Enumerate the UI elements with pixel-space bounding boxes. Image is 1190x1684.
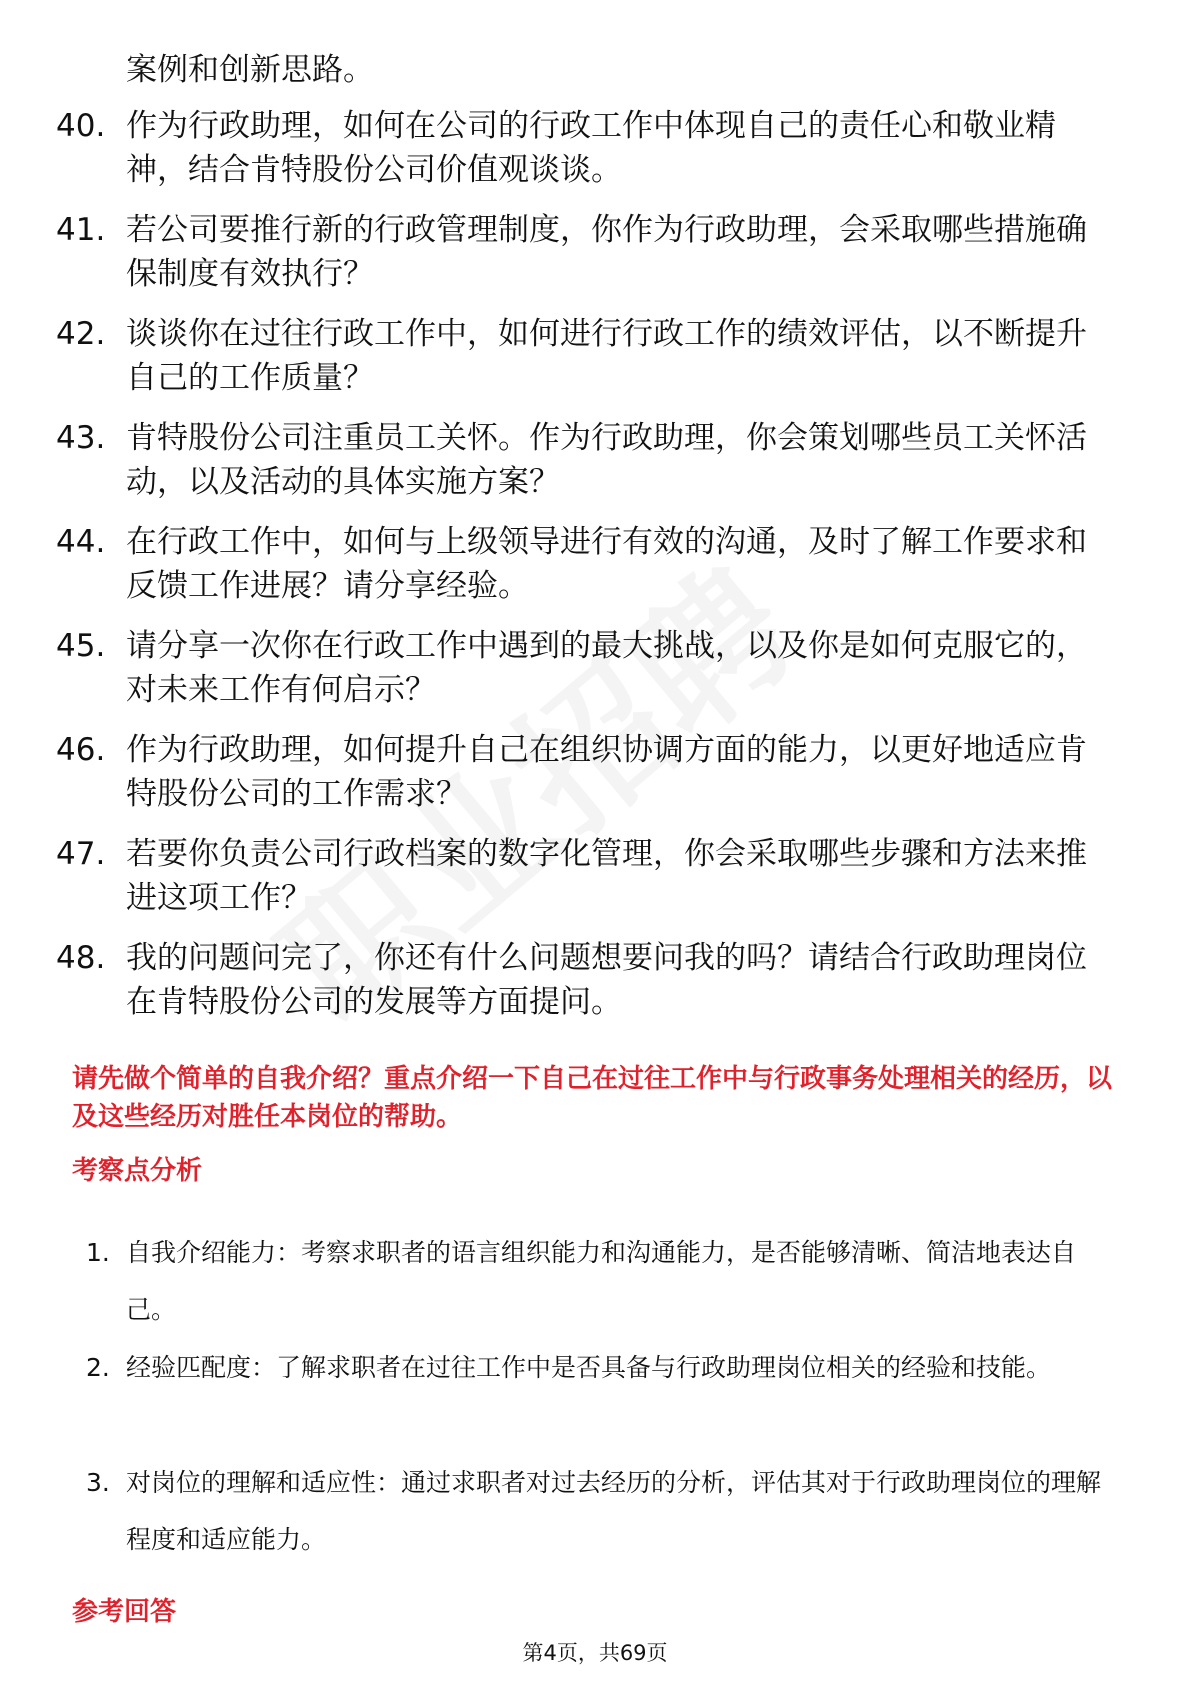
question-text: 作为行政助理，如何提升自己在组织协调方面的能力，以更好地适应肯特股份公司的工作需求？ xyxy=(126,732,1087,812)
question-number: 43. xyxy=(56,420,106,456)
analysis-list xyxy=(0,1224,1190,1569)
question-text: 作为行政助理，如何在公司的行政工作中体现自己的责任心和敬业精神，结合肯特股份公司价值观谈谈。 xyxy=(126,108,1056,188)
question-item xyxy=(0,936,1190,1040)
reference-answer-heading: 参考回答 xyxy=(72,1597,177,1627)
analysis-text: 对岗位的理解和适应性：通过求职者对过去经历的分析，评估其对于行政助理岗位的理解程度和适应能力。 xyxy=(126,1468,1102,1554)
question-number: 44. xyxy=(56,524,106,560)
question-number: 42. xyxy=(56,316,106,352)
analysis-item xyxy=(0,1454,1190,1569)
question-text: 若公司要推行新的行政管理制度，你作为行政助理，会采取哪些措施确保制度有效执行？ xyxy=(126,212,1087,292)
highlighted-question: 请先做个简单的自我介绍？重点介绍一下自己在过往工作中与行政事务处理相关的经历，以及这些经历对胜任本岗位的帮助。 xyxy=(72,1064,1113,1132)
question-text: 在行政工作中，如何与上级领导进行有效的沟通，及时了解工作要求和反馈工作进展？请分享经验。 xyxy=(126,524,1087,604)
question-item xyxy=(0,624,1190,728)
analysis-heading: 考察点分析 xyxy=(72,1156,203,1186)
question-item xyxy=(0,104,1190,208)
question-text: 若要你负责公司行政档案的数字化管理，你会采取哪些步骤和方法来推进这项工作？ xyxy=(126,836,1087,916)
question-text: 谈谈你在过往行政工作中，如何进行行政工作的绩效评估，以不断提升自己的工作质量？ xyxy=(126,316,1087,396)
analysis-item xyxy=(0,1224,1190,1339)
question-item xyxy=(0,208,1190,312)
analysis-number: 3. xyxy=(86,1468,110,1497)
question-number: 46. xyxy=(56,732,106,768)
question-list xyxy=(0,104,1190,1040)
question-number: 45. xyxy=(56,628,106,664)
question-item xyxy=(0,728,1190,832)
question-number: 41. xyxy=(56,212,106,248)
analysis-item xyxy=(0,1339,1190,1454)
question-text: 肯特股份公司注重员工关怀。作为行政助理，你会策划哪些员工关怀活动，以及活动的具体实施方案？ xyxy=(126,420,1087,500)
analysis-number: 2. xyxy=(86,1353,110,1382)
question-number: 48. xyxy=(56,940,106,976)
question-number: 47. xyxy=(56,836,106,872)
question-text: 我的问题问完了，你还有什么问题想要问我的吗？请结合行政助理岗位在肯特股份公司的发展等方面提问。 xyxy=(126,940,1087,1020)
continuation-text: 案例和创新思路。 xyxy=(126,52,374,88)
question-item xyxy=(0,312,1190,416)
page-footer: 第4页，共69页 xyxy=(522,1641,668,1665)
question-item xyxy=(0,520,1190,624)
analysis-text: 经验匹配度：了解求职者在过往工作中是否具备与行政助理岗位相关的经验和技能。 xyxy=(126,1353,1052,1382)
question-text: 请分享一次你在行政工作中遇到的最大挑战，以及你是如何克服它的，对未来工作有何启示？ xyxy=(126,628,1087,708)
analysis-number: 1. xyxy=(86,1238,110,1267)
question-item xyxy=(0,416,1190,520)
analysis-text: 自我介绍能力：考察求职者的语言组织能力和沟通能力，是否能够清晰、简洁地表达自己。 xyxy=(126,1238,1077,1324)
question-item xyxy=(0,832,1190,936)
question-number: 40. xyxy=(56,108,106,144)
